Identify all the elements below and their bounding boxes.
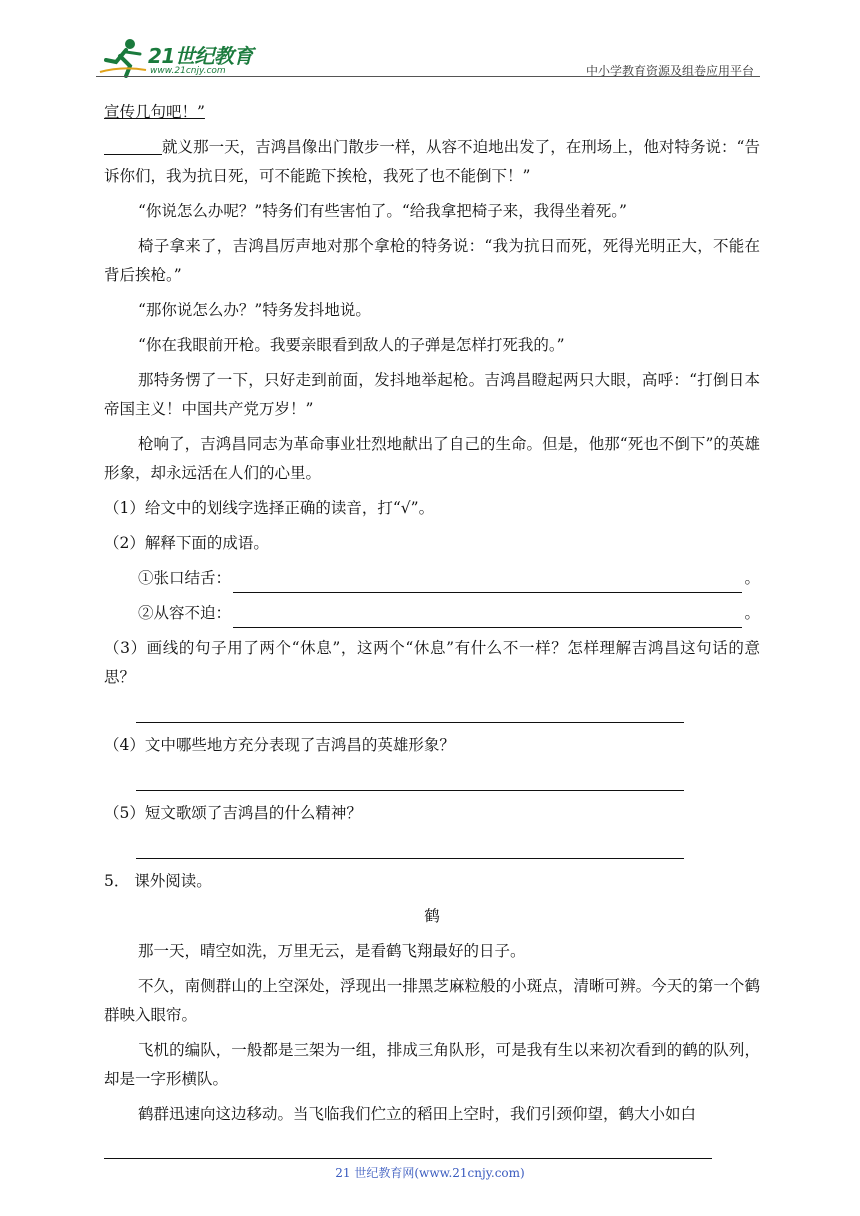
- fill-blank[interactable]: [104, 136, 162, 155]
- question-5: （5）短文歌颂了吉鸿昌的什么精神？: [104, 804, 362, 822]
- passage-paragraph-7: 枪响了，吉鸿昌同志为革命事业壮烈地献出了自己的生命。但是，他那“死也不倒下”的英雄形象，却永远活在人们的心里。: [104, 435, 760, 482]
- answer-field-2a[interactable]: [233, 572, 742, 593]
- question-3: （3）画线的句子用了两个“休息”，这两个“休息”有什么不一样？怎样理解吉鸿昌这句话的意思？: [104, 639, 760, 686]
- question-2: （2）解释下面的成语。: [104, 534, 269, 552]
- question-1: （1）给文中的划线字选择正确的读音，打“√”。: [104, 499, 435, 517]
- question-4: （4）文中哪些地方充分表现了吉鸿昌的英雄形象？: [104, 736, 455, 754]
- passage-line-0: 宣传几句吧！”: [104, 103, 205, 121]
- idiom-label-1: ①张口结舌：: [138, 569, 232, 587]
- logo-url: www.21cnjy.com: [150, 66, 226, 76]
- crane-paragraph-3: 飞机的编队，一般都是三架为一组，排成三角队形，可是我有生以来初次看到的鹤的队列，却是一字形横队。: [104, 1041, 760, 1088]
- logo-text: 21世纪教育: [148, 44, 253, 68]
- footer-divider: [104, 1158, 712, 1159]
- crane-paragraph-4: 鹤群迅速向这边移动。当飞临我们伫立的稻田上空时，我们引颈仰望，鹤大小如白: [138, 1105, 697, 1123]
- passage-title: 鹤: [424, 907, 440, 925]
- answer-line-3[interactable]: [136, 698, 684, 723]
- section-5-heading: 5． 课外阅读。: [104, 872, 212, 890]
- answer-line-5[interactable]: [136, 834, 684, 859]
- idiom-label-2: ②从容不迫：: [138, 604, 232, 622]
- passage-paragraph-4: “那你说怎么办？”特务发抖地说。: [138, 301, 371, 319]
- passage-paragraph-3: 椅子拿来了，吉鸿昌厉声地对那个拿枪的特务说：“我为抗日而死，死得光明正大，不能在背后挨枪。”: [104, 237, 760, 284]
- runner-icon: [96, 36, 148, 78]
- passage-paragraph-2: “你说怎么办呢？”特务们有些害怕了。“给我拿把椅子来，我得坐着死。”: [138, 202, 627, 220]
- crane-paragraph-2: 不久，南侧群山的上空深处，浮现出一排黑芝麻粒般的小斑点，清晰可辨。今天的第一个鹤群映入眼帘。: [104, 977, 760, 1024]
- passage-paragraph-5: “你在我眼前开枪。我要亲眼看到敌人的子弹是怎样打死我的。”: [138, 336, 565, 354]
- passage-paragraph-1: 就义那一天，吉鸿昌像出门散步一样，从容不迫地出发了，在刑场上，他对特务说：“告诉你们，我为抗日死，可不能跪下挨枪，我死了也不能倒下！”: [104, 138, 760, 185]
- answer-line-4[interactable]: [136, 766, 684, 791]
- passage-paragraph-6: 那特务愣了一下，只好走到前面，发抖地举起枪。吉鸿昌瞪起两只大眼，高呼：“打倒日本帝国主义！中国共产党万岁！”: [104, 371, 760, 418]
- platform-name: 中小学教育资源及组卷应用平台: [585, 64, 754, 78]
- question-2a: ①张口结舌： 。: [104, 564, 760, 593]
- page-header: [96, 30, 760, 80]
- page-footer: 21 世纪教育网(www.21cnjy.com): [335, 1166, 525, 1180]
- question-2b: ②从容不迫： 。: [104, 599, 760, 628]
- answer-field-2b[interactable]: [233, 607, 742, 628]
- crane-paragraph-1: 那一天，晴空如洗，万里无云，是看鹤飞翔最好的日子。: [138, 942, 526, 960]
- site-logo: [96, 36, 266, 78]
- header-divider: [96, 76, 760, 77]
- main-content: [104, 98, 760, 1135]
